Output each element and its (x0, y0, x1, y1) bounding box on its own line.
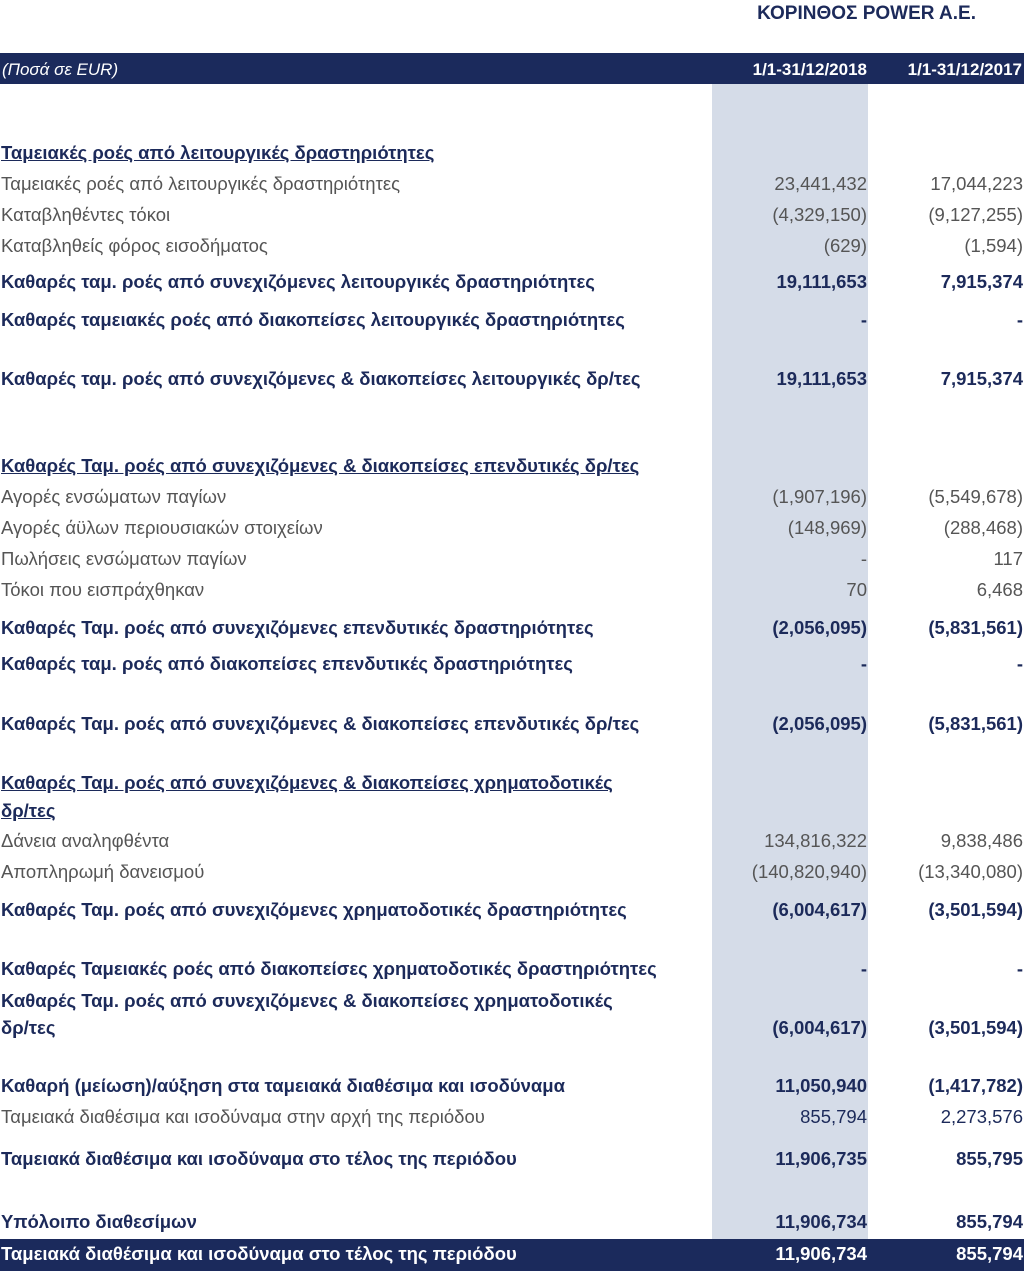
row-label: δρ/τες (1, 800, 56, 821)
value-2017: (1,417,782) (928, 1075, 1023, 1096)
value-2018: (2,056,095) (772, 617, 867, 638)
row-label: Δάνεια αναληφθέντα (1, 830, 170, 851)
value-2018: (4,329,150) (772, 204, 867, 225)
value-2018: 134,816,322 (764, 830, 867, 851)
value-2018: - (860, 958, 867, 979)
value-2017: (5,831,561) (928, 713, 1023, 734)
value-2018: (148,969) (787, 517, 867, 538)
row-label: Καταβληθείς φόρος εισοδήματος (1, 235, 268, 256)
currency-note: (Ποσά σε EUR) (2, 60, 119, 79)
row-label: Καθαρές Ταμ. ροές από συνεχιζόμενες & διακοπείσες χρηματοδοτικές (1, 990, 613, 1011)
value-2017: (13,340,080) (918, 861, 1023, 882)
row-label: Ταμειακές ροές από λειτουργικές δραστηριότητες (1, 173, 400, 194)
row-label: Καθαρή (μείωση)/αύξηση στα ταμειακά διαθέσιμα και ισοδύναμα (1, 1075, 565, 1096)
value-2017: 7,915,374 (940, 271, 1023, 292)
row-label: Καθαρές ταμ. ροές από συνεχιζόμενες & διακοπείσες λειτουργικές δρ/τες (1, 368, 641, 389)
row-label: Καθαρές ταμ. ροές από διακοπείσες επενδυτικές δραστηριότητες (1, 653, 573, 674)
value-2018: (140,820,940) (751, 861, 867, 882)
row-label: Ταμειακά διαθέσιμα και ισοδύναμα στην αρχή της περιόδου (1, 1106, 485, 1127)
row-label: Καθαρές Ταμ. ροές από συνεχιζόμενες & διακοπείσες επενδυτικές δρ/τες (1, 713, 640, 734)
value-2017: (9,127,255) (928, 204, 1023, 225)
value-2018: 70 (846, 579, 867, 600)
row-label: Καθαρές Ταμ. ροές από συνεχιζόμενες χρηματοδοτικές δραστηριότητες (1, 899, 627, 920)
value-2017: (5,549,678) (928, 486, 1023, 507)
footer-value-2017: 855,794 (956, 1243, 1023, 1264)
value-2018: 11,050,940 (775, 1075, 867, 1096)
row-label: Καθαρές ταμ. ροές από συνεχιζόμενες λειτουργικές δραστηριότητες (1, 271, 595, 292)
value-2018: 19,111,653 (776, 368, 867, 389)
value-2018: - (860, 309, 867, 330)
value-2018: (1,907,196) (772, 486, 867, 507)
value-2017: (3,501,594) (928, 899, 1023, 920)
value-2018: (6,004,617) (772, 899, 867, 920)
row-label: Ταμειακά διαθέσιμα και ισοδύναμα στο τέλος της περιόδου (1, 1148, 517, 1169)
row-label: Αγορές ενσώματων παγίων (1, 486, 227, 507)
value-2017: - (1016, 958, 1023, 979)
value-2018: (6,004,617) (772, 1017, 867, 1038)
row-label: Καθαρές Ταμ. ροές από συνεχιζόμενες & διακοπείσες χρηματοδοτικές (1, 772, 613, 793)
value-2018: 855,794 (800, 1106, 867, 1127)
value-2017: 2,273,576 (940, 1106, 1023, 1127)
value-2017: (288,468) (943, 517, 1023, 538)
row-label: Αγορές άϋλων περιουσιακών στοιχείων (1, 517, 323, 538)
row-label: Καθαρές Ταμ. ροές από συνεχιζόμενες επενδυτικές δραστηριότητες (1, 617, 594, 638)
value-2017: (3,501,594) (928, 1017, 1023, 1038)
value-2017: (5,831,561) (928, 617, 1023, 638)
row-label: δρ/τες (1, 1017, 56, 1038)
value-2018: 19,111,653 (776, 271, 867, 292)
value-2017: 17,044,223 (930, 173, 1023, 194)
value-2017: - (1016, 309, 1023, 330)
value-2017: (1,594) (964, 235, 1023, 256)
row-label: Υπόλοιπο διαθεσίμων (1, 1211, 197, 1232)
value-2017: - (1016, 653, 1023, 674)
row-label: Καταβληθέντες τόκοι (1, 204, 171, 225)
value-2017: 855,795 (956, 1148, 1023, 1169)
value-2018: 11,906,735 (775, 1148, 867, 1169)
row-label: Καθαρές ταμειακές ροές από διακοπείσες λειτουργικές δραστηριότητες (1, 309, 625, 330)
total-footer-row (0, 1239, 1024, 1271)
value-2017: 855,794 (956, 1211, 1023, 1232)
row-label: Καθαρές Ταμειακές ροές από διακοπείσες χρηματοδοτικές δραστηριότητες (1, 958, 657, 979)
company-name: ΚΟΡΙΝΘΟΣ POWER A.E. (757, 3, 976, 24)
footer-value-2018: 11,906,734 (775, 1243, 867, 1264)
column-header-2017: 1/1-31/12/2017 (907, 60, 1022, 79)
value-2018: 11,906,734 (775, 1211, 867, 1232)
table-header (0, 53, 1024, 84)
row-label: Πωλήσεις ενσώματων παγίων (1, 548, 247, 569)
value-2018: (629) (823, 235, 867, 256)
value-2017: 7,915,374 (940, 368, 1023, 389)
row-label: Αποπληρωμή δανεισμού (1, 861, 205, 882)
value-2018: 23,441,432 (774, 173, 867, 194)
column-header-2018: 1/1-31/12/2018 (752, 60, 867, 79)
value-2017: 6,468 (976, 579, 1023, 600)
value-2018: - (860, 548, 867, 569)
value-2018: (2,056,095) (772, 713, 867, 734)
row-label: Ταμειακές ροές από λειτουργικές δραστηριότητες (1, 142, 435, 163)
value-2018: - (860, 653, 867, 674)
value-2017: 9,838,486 (940, 830, 1023, 851)
row-label: Τόκοι που εισπράχθηκαν (1, 579, 205, 600)
value-2017: 117 (993, 548, 1023, 569)
row-label: Καθαρές Ταμ. ροές από συνεχιζόμενες & διακοπείσες επενδυτικές δρ/τες (1, 455, 640, 476)
footer-label: Ταμειακά διαθέσιμα και ισοδύναμα στο τέλος της περιόδου (1, 1243, 517, 1264)
